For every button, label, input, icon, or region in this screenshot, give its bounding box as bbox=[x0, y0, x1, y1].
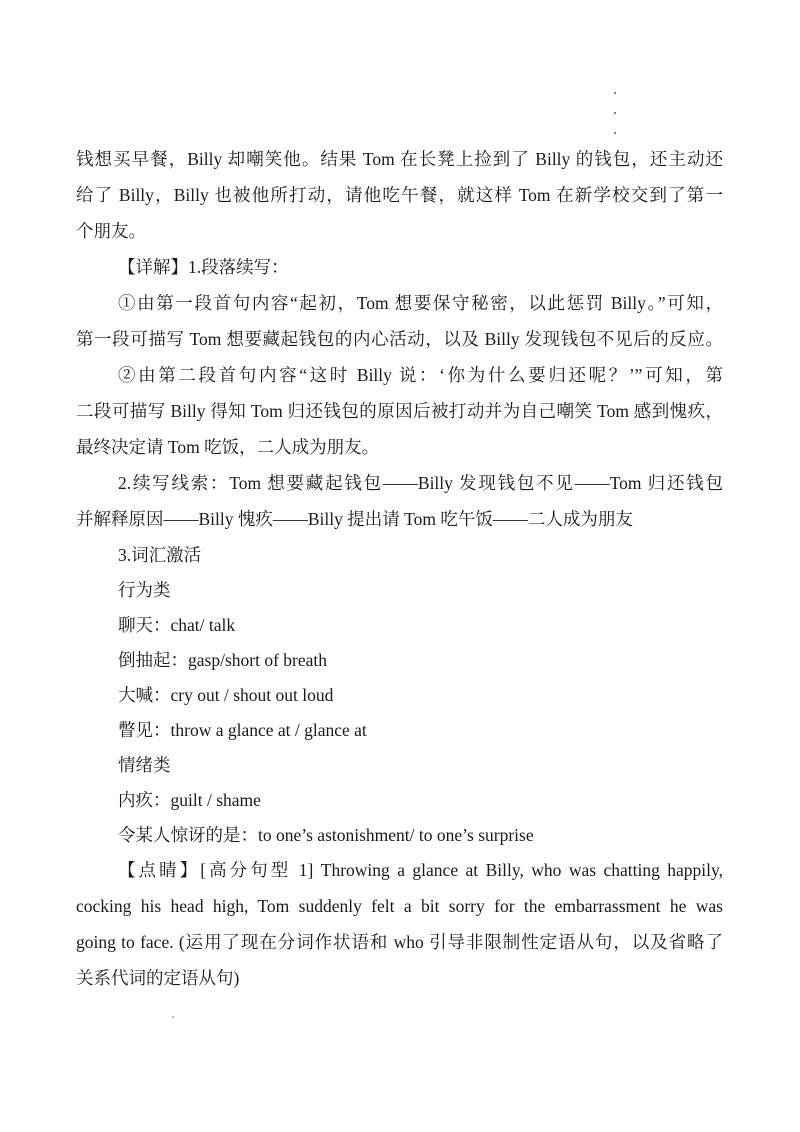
section-heading: 3.词汇激活 bbox=[118, 545, 202, 565]
scan-mark bbox=[172, 1016, 174, 1018]
vocab-item: 大喊：cry out / shout out loud bbox=[118, 685, 334, 705]
section-heading: 【详解】1.段落续写： bbox=[118, 257, 289, 277]
vocab-item: 倒抽起：gasp/short of breath bbox=[118, 650, 327, 670]
text-line: 给了 Billy，Billy 也被他所打动，请他吃午餐，就这样 Tom 在新学校交到了第一 bbox=[76, 185, 723, 205]
text-line: 【点睛】[高分句型 1] Throwing a glance at Billy, who was chatting happily, bbox=[118, 860, 723, 880]
vocab-item: 瞥见：throw a glance at / glance at bbox=[118, 720, 367, 740]
text-line: ②由第二段首句内容“这时 Billy 说：‘你为什么要归还呢？’”可知，第 bbox=[118, 365, 723, 385]
text-line: cocking his head high, Tom suddenly felt a bit sorry for the embarrassment he was bbox=[76, 896, 723, 916]
text-line: 最终决定请 Tom 吃饭，二人成为朋友。 bbox=[76, 437, 380, 457]
vocab-item: 令某人惊讶的是：to one’s astonishment/ to one’s surprise bbox=[118, 825, 534, 845]
text-line: 钱想买早餐，Billy 却嘲笑他。结果 Tom 在长凳上捡到了 Billy 的钱包，还主动还 bbox=[76, 149, 723, 169]
vocab-item: 内疚：guilt / shame bbox=[118, 790, 261, 810]
vocab-category: 情绪类 bbox=[118, 755, 171, 775]
margin-dots bbox=[614, 92, 620, 152]
text-line: 2.续写线索：Tom 想要藏起钱包——Billy 发现钱包不见——Tom 归还钱包 bbox=[118, 473, 723, 493]
text-line: ①由第一段首句内容“起初，Tom 想要保守秘密，以此惩罚 Billy。”可知， bbox=[118, 293, 723, 313]
vocab-category: 行为类 bbox=[118, 580, 171, 600]
vocab-item: 聊天：chat/ talk bbox=[118, 615, 236, 635]
text-line: 并解释原因——Billy 愧疚——Billy 提出请 Tom 吃午饭——二人成为朋友 bbox=[76, 509, 633, 529]
text-line: 关系代词的定语从句) bbox=[76, 968, 240, 988]
text-line: 第一段可描写 Tom 想要藏起钱包的内心活动，以及 Billy 发现钱包不见后的反应。 bbox=[76, 329, 723, 349]
text-line: 个朋友。 bbox=[76, 221, 146, 241]
text-line: going to face. (运用了现在分词作状语和 who 引导非限制性定语从句，以及省略了 bbox=[76, 932, 723, 952]
text-line: 二段可描写 Billy 得知 Tom 归还钱包的原因后被打动并为自己嘲笑 Tom 感到愧疚， bbox=[76, 401, 723, 421]
